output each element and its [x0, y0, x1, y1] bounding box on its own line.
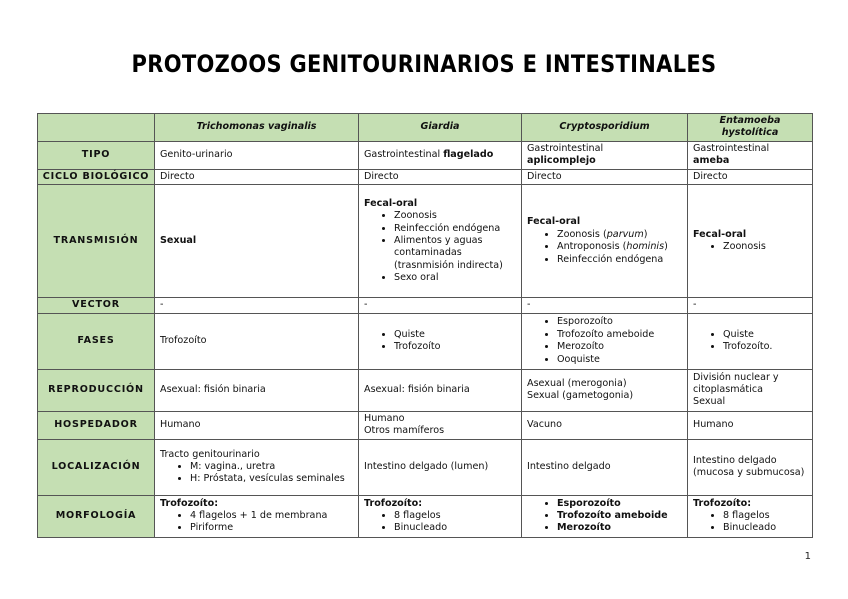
row-label: VECTOR — [38, 298, 155, 313]
list-item: • Trofozoíto. — [723, 341, 807, 353]
bullet-list — [527, 229, 682, 266]
table-cell: Directo — [155, 169, 359, 184]
cell-text: Asexual (merogonia) — [527, 377, 627, 389]
table-cell: Directo — [359, 169, 522, 184]
cell-heading: Trofozoíto: — [693, 497, 752, 509]
list-item: • Zoonosis — [723, 241, 807, 253]
list-item: • Ooquiste — [557, 354, 682, 366]
table-cell — [522, 495, 688, 537]
table-row — [38, 169, 813, 184]
list-item — [557, 229, 682, 241]
table-cell: - — [155, 298, 359, 313]
table-cell — [688, 185, 813, 298]
table-row — [38, 185, 813, 298]
list-item — [557, 241, 682, 253]
corner-cell — [38, 114, 155, 142]
table-cell: - — [359, 298, 522, 313]
cell-text: Intestino delgado — [693, 454, 777, 466]
list-item: • Reinfección endógena — [557, 254, 682, 266]
row-label: CICLO BIOLÓGICO — [38, 169, 155, 184]
table-cell — [359, 411, 522, 439]
list-item: • 8 flagelos — [394, 510, 516, 522]
table-cell — [688, 313, 813, 369]
list-item: • Esporozoíto — [557, 316, 682, 328]
table-cell: Intestino delgado — [522, 439, 688, 495]
table-cell: Directo — [688, 169, 813, 184]
list-item: • Trofozoíto ameboide — [557, 510, 682, 522]
cell-text: ) — [664, 241, 668, 253]
cell-text: Gastrointestinal — [364, 149, 444, 161]
list-item: • Binucleado — [723, 522, 807, 534]
table-cell: Intestino delgado (lumen) — [359, 439, 522, 495]
table-cell — [359, 141, 522, 169]
list-item: • Alimentos y aguas contaminadas (trasnmisión indirecta) — [394, 235, 516, 272]
bullet-list — [364, 210, 516, 284]
cell-text: Humano — [364, 412, 405, 424]
cell-text-bold: aplicomplejo — [527, 155, 596, 167]
row-label: LOCALIZACIÓN — [38, 439, 155, 495]
table-row — [38, 313, 813, 369]
table-cell: Trofozoíto — [155, 313, 359, 369]
cell-text: Antroponosis ( — [557, 241, 627, 253]
page-title: PROTOZOOS GENITOURINARIOS E INTESTINALES — [131, 50, 717, 78]
row-label: TIPO — [38, 141, 155, 169]
list-item: • Zoonosis — [394, 210, 516, 222]
table-cell: Genito-urinario — [155, 141, 359, 169]
cell-heading: Fecal-oral — [364, 197, 418, 209]
cell-text: Zoonosis ( — [557, 228, 607, 240]
table-cell — [155, 439, 359, 495]
cell-heading: Trofozoíto: — [160, 497, 219, 509]
table-cell: - — [688, 298, 813, 313]
bullet-list — [160, 461, 353, 486]
list-item: • Binucleado — [394, 522, 516, 534]
list-item: • Trofozoíto — [394, 341, 516, 353]
cell-text-italic: hominis — [626, 241, 665, 253]
table-cell — [155, 495, 359, 537]
list-item: • Esporozoíto — [557, 498, 682, 510]
cell-text: Sexual — [693, 396, 726, 408]
table-row — [38, 298, 813, 313]
list-item: • Quiste — [394, 329, 516, 341]
cell-text: División nuclear y citoplasmática — [693, 371, 779, 395]
cell-text-italic: parvum — [606, 228, 644, 240]
cell-text: Sexual (gametogonia) — [527, 390, 634, 402]
table-cell — [522, 141, 688, 169]
column-header: Trichomonas vaginalis — [155, 114, 359, 142]
table-cell — [522, 185, 688, 298]
cell-text: (mucosa y submucosa) — [693, 467, 805, 479]
table-cell — [688, 369, 813, 411]
cell-text: Otros mamíferos — [364, 425, 445, 437]
table-cell — [522, 313, 688, 369]
column-header: Cryptosporidium — [522, 114, 688, 142]
bullet-list — [364, 329, 516, 354]
cell-text: Gastrointestinal — [693, 142, 770, 154]
cell-text: ) — [643, 228, 648, 240]
comparison-table — [37, 113, 813, 538]
table-row — [38, 369, 813, 411]
table-cell — [522, 369, 688, 411]
bullet-list — [693, 329, 807, 354]
list-item: • Merozoíto — [557, 341, 682, 353]
table-row — [38, 495, 813, 537]
table-cell — [359, 313, 522, 369]
table-cell: Directo — [522, 169, 688, 184]
table-row — [38, 439, 813, 495]
list-item: • H: Próstata, vesículas seminales — [190, 473, 353, 485]
cell-text: Gastrointestinal — [527, 142, 604, 154]
bullet-list — [527, 316, 682, 366]
list-item: • 4 flagelos + 1 de membrana — [190, 510, 353, 522]
row-label: MORFOLOGÍA — [38, 495, 155, 537]
column-header: Entamoeba hystolítica — [688, 114, 813, 142]
table-cell: - — [522, 298, 688, 313]
row-label: TRANSMISIÓN — [38, 185, 155, 298]
table-cell — [359, 495, 522, 537]
list-item: • Quiste — [723, 329, 807, 341]
cell-text-bold: ameba — [693, 155, 730, 167]
table-cell — [688, 439, 813, 495]
list-item: • Merozoíto — [557, 522, 682, 534]
table-row — [38, 141, 813, 169]
header-row — [38, 114, 813, 142]
table-cell: Humano — [155, 411, 359, 439]
table-row — [38, 411, 813, 439]
table-cell — [688, 141, 813, 169]
list-item: • Trofozoíto ameboide — [557, 329, 682, 341]
bullet-list — [527, 498, 682, 535]
list-item: • Piriforme — [190, 522, 353, 534]
column-header: Giardia — [359, 114, 522, 142]
cell-text-bold: flagelado — [443, 149, 494, 161]
table-cell: Humano — [688, 411, 813, 439]
cell-heading: Fecal-oral — [693, 228, 747, 240]
cell-heading: Trofozoíto: — [364, 497, 423, 509]
row-label: FASES — [38, 313, 155, 369]
bullet-list — [693, 510, 807, 535]
table-cell — [688, 495, 813, 537]
table-cell — [359, 185, 522, 298]
bullet-list — [364, 510, 516, 535]
row-label: HOSPEDADOR — [38, 411, 155, 439]
page-number: 1 — [804, 551, 811, 562]
bullet-list — [160, 510, 353, 535]
list-item: • M: vagina., uretra — [190, 461, 353, 473]
cell-heading: Fecal-oral — [527, 216, 581, 228]
list-item: • Sexo oral — [394, 272, 516, 284]
table-cell: Sexual — [155, 185, 359, 298]
cell-text: Tracto genitourinario — [160, 448, 260, 460]
table-cell: Asexual: fisión binaria — [155, 369, 359, 411]
table-cell: Asexual: fisión binaria — [359, 369, 522, 411]
list-item: • Reinfección endógena — [394, 223, 516, 235]
row-label: REPRODUCCIÓN — [38, 369, 155, 411]
bullet-list — [693, 241, 807, 253]
table-cell: Vacuno — [522, 411, 688, 439]
list-item: • 8 flagelos — [723, 510, 807, 522]
